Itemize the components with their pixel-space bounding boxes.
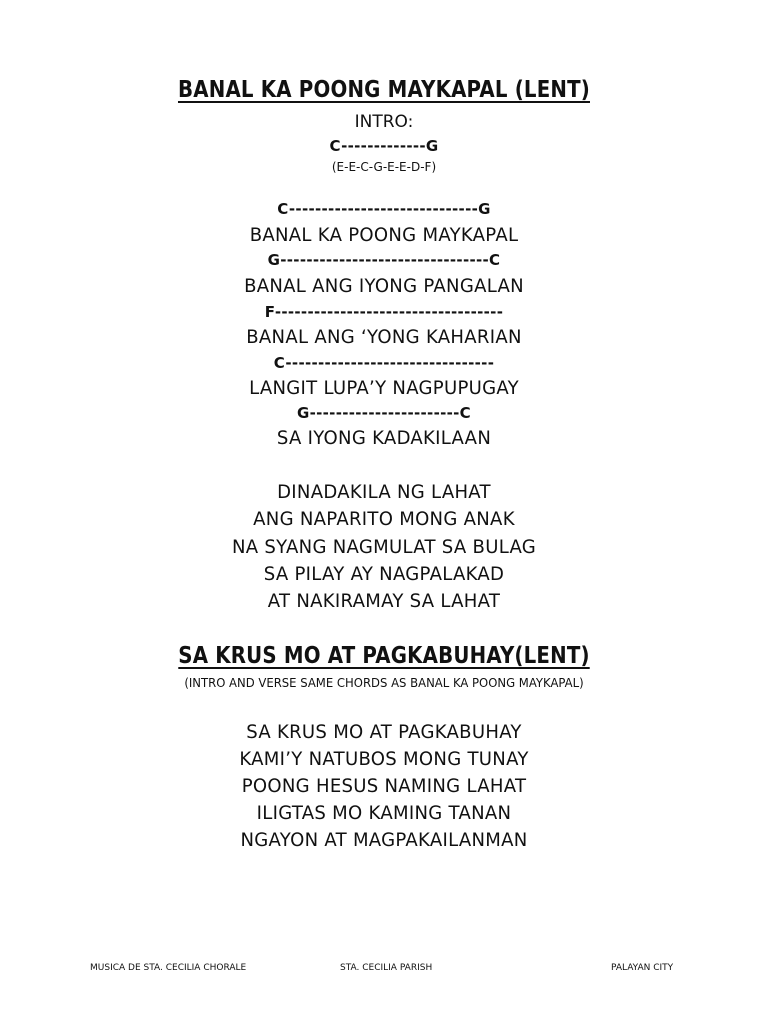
song2-lyric-line: NGAYON AT MAGPAKAILANMAN	[240, 829, 528, 851]
song1-title: BANAL KA POONG MAYKAPAL (LENT)	[177, 77, 590, 103]
verse2-lyric: BANAL ANG IYONG PANGALAN	[244, 275, 524, 297]
verse1-lyric: BANAL KA POONG MAYKAPAL	[249, 224, 519, 246]
verse4-lyric: LANGIT LUPA’Y NAGPUPUGAY	[249, 377, 519, 399]
stanza2-line: DINADAKILA NG LAHAT	[277, 481, 491, 503]
footer-center: STA. CECILIA PARISH	[340, 963, 433, 973]
verse5-chord: G-----------------------C	[296, 404, 471, 422]
intro-label: INTRO:	[354, 112, 414, 132]
intro-chords: C-------------G	[329, 137, 439, 155]
verse4-chord: C--------------------------------	[273, 354, 495, 372]
verse5-lyric: SA IYONG KADAKILAAN	[276, 427, 492, 449]
song2-lyric-line: POONG HESUS NAMING LAHAT	[241, 775, 527, 797]
song2-title: SA KRUS MO AT PAGKABUHAY(LENT)	[178, 643, 590, 669]
verse1-chord: C-----------------------------G	[277, 200, 491, 218]
song2-note: (INTRO AND VERSE SAME CHORDS AS BANAL KA POONG MAYKAPAL)	[184, 676, 584, 690]
footer-left: MUSICA DE STA. CECILIA CHORALE	[90, 963, 247, 973]
intro-notes: (E-E-C-G-E-E-D-F)	[331, 160, 437, 174]
stanza2-line: ANG NAPARITO MONG ANAK	[253, 508, 515, 530]
stanza2-line: SA PILAY AY NAGPALAKAD	[263, 563, 505, 585]
song2-lyric-line: SA KRUS MO AT PAGKABUHAY	[246, 721, 522, 743]
verse3-chord: F-----------------------------------	[264, 303, 504, 321]
stanza2-line: NA SYANG NAGMULAT SA BULAG	[231, 536, 537, 558]
verse3-lyric: BANAL ANG ‘YONG KAHARIAN	[246, 326, 522, 348]
song2-lyric-line: ILIGTAS MO KAMING TANAN	[256, 802, 512, 824]
verse2-chord: G--------------------------------C	[267, 251, 501, 269]
footer-right: PALAYAN CITY	[611, 963, 674, 973]
song2-lyric-line: KAMI’Y NATUBOS MONG TUNAY	[239, 748, 529, 770]
stanza2-line: AT NAKIRAMAY SA LAHAT	[267, 590, 501, 612]
